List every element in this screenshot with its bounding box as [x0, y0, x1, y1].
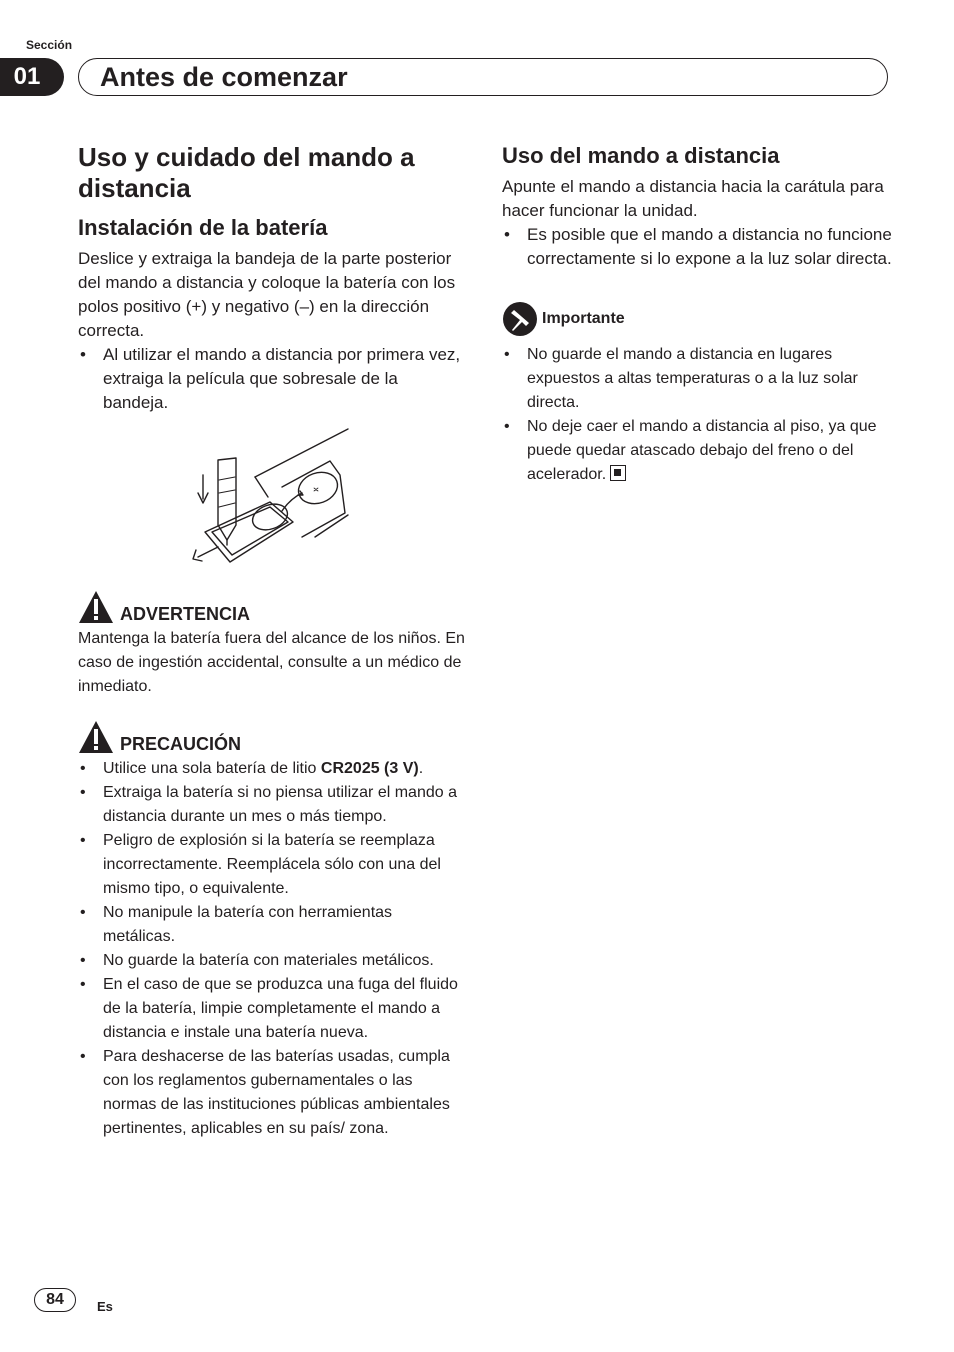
- section-label: Sección: [26, 38, 73, 52]
- list-item: • No manipule la batería con herramientas metálicas.: [78, 901, 466, 949]
- warning-triangle-icon: [78, 590, 114, 624]
- remote-usage-text: Apunte el mando a distancia hacia la carátula para hacer funcionar la unidad.: [502, 177, 884, 220]
- battery-model: CR2025 (3 V): [320, 760, 419, 777]
- warning-block: [78, 590, 466, 699]
- battery-heading: Instalación de la batería: [78, 215, 328, 240]
- important-label: Importante: [542, 310, 625, 327]
- remote-usage-heading: Uso del mando a distancia: [502, 143, 780, 168]
- battery-bullet-list: [78, 343, 466, 415]
- caution-block: [78, 720, 466, 1141]
- caution-bullet-list: [78, 757, 466, 1141]
- section-number-badge: 01: [0, 58, 64, 96]
- list-item: • Extraiga la batería si no piensa utilizar el mando a distancia durante un mes o más tiempo.: [78, 781, 466, 829]
- remote-outline-top: [255, 429, 348, 477]
- important-bullet-list: [502, 343, 894, 487]
- caution-label: PRECAUCIÓN: [120, 734, 242, 754]
- important-heading: [502, 301, 894, 337]
- remote-outline-right: [315, 515, 348, 537]
- list-item: • No guarde la batería con materiales metálicos.: [78, 949, 466, 973]
- remote-usage-bullet-list: [502, 223, 894, 271]
- list-item: • Es posible que el mando a distancia no funcione correctamente si lo expone a la luz solar directa.: [502, 223, 894, 271]
- warning-label: ADVERTENCIA: [120, 604, 251, 624]
- out-arrow: [198, 547, 218, 557]
- list-item: • En el caso de que se produzca una fuga del fluido de la batería, limpie completamente el mando a distancia e instale una batería nueva.: [78, 973, 466, 1045]
- list-item: • Peligro de explosión si la batería se reemplaza incorrectamente. Reemplácela sólo con una del mismo tipo, o equivalente.: [78, 829, 466, 901]
- important-pushpin-icon: [502, 301, 538, 337]
- language-code: Es: [97, 1299, 113, 1314]
- list-item: • Para deshacerse de las baterías usadas, cumpla con los reglamentos gubernamentales o las normas de las instituciones públicas ambientales pertinentes, aplicables en su país/ zona.: [78, 1045, 466, 1141]
- list-item: • No deje caer el mando a distancia al piso, ya que puede quedar atascado debajo del freno o del acelerador.: [502, 415, 894, 487]
- end-of-section-icon: [610, 465, 626, 481]
- remote-body: [282, 461, 345, 537]
- battery-text: Deslice y extraiga la bandeja de la parte posterior del mando a distancia y coloque la batería con los polos positivo (+) y negativo (–) en la dirección correcta.: [78, 249, 456, 340]
- warning-text: Mantenga la batería fuera del alcance de los niños. En caso de ingestión accidental, consulte a un médico de inmediato.: [78, 630, 465, 695]
- right-column: [502, 142, 894, 487]
- section-title: Antes de comenzar: [100, 62, 348, 92]
- list-item: • No guarde el mando a distancia en lugares expuestos a altas temperaturas o a la luz solar directa.: [502, 343, 894, 415]
- page-number: 84: [34, 1288, 76, 1312]
- main-title: Uso y cuidado del mando a distancia: [78, 142, 415, 203]
- caution-triangle-icon: [78, 720, 114, 754]
- battery-installation-illustration: [190, 425, 355, 570]
- list-item: • Utilice una sola batería de litio CR2025 (3 V).: [78, 757, 466, 781]
- tray-recess: [249, 500, 291, 535]
- list-item: • Al utilizar el mando a distancia por primera vez, extraiga la película que sobresale de la bandeja.: [78, 343, 466, 415]
- left-column: [78, 142, 466, 415]
